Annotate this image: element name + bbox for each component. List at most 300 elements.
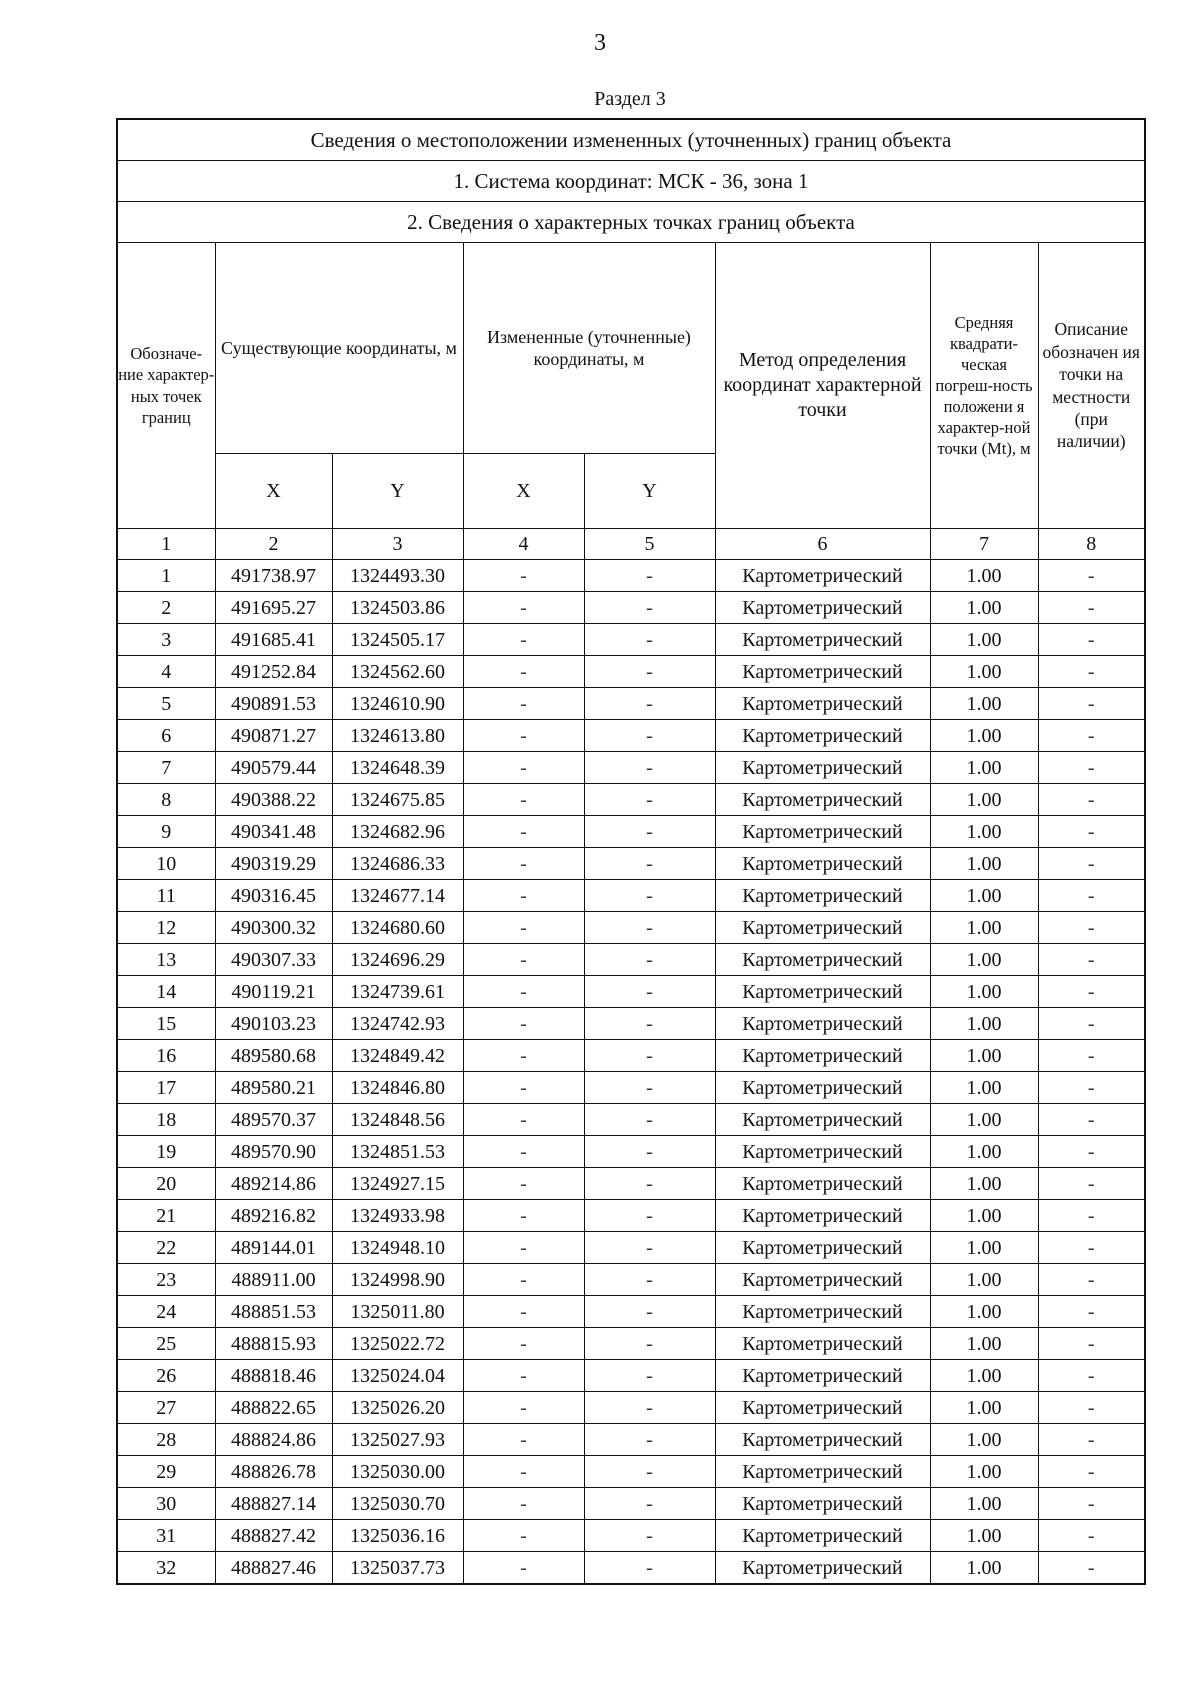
point-number: 10	[117, 848, 215, 880]
changed-x: -	[463, 688, 584, 720]
error-mt: 1.00	[930, 1136, 1038, 1168]
header-designation: Обозначе-ние характер-ных точек границ	[117, 243, 215, 529]
changed-y: -	[584, 880, 715, 912]
point-description: -	[1038, 1328, 1145, 1360]
error-mt: 1.00	[930, 1552, 1038, 1585]
existing-y: 1324505.17	[332, 624, 463, 656]
column-number: 8	[1038, 529, 1145, 560]
point-description: -	[1038, 912, 1145, 944]
error-mt: 1.00	[930, 912, 1038, 944]
point-number: 6	[117, 720, 215, 752]
changed-x: -	[463, 880, 584, 912]
existing-x: 489570.37	[215, 1104, 332, 1136]
header-existing-y: Y	[332, 454, 463, 529]
header-changed-coords: Измененные (уточненные) координаты, м	[463, 243, 715, 454]
existing-y: 1324648.39	[332, 752, 463, 784]
point-number: 1	[117, 560, 215, 592]
point-number: 8	[117, 784, 215, 816]
point-description: -	[1038, 1072, 1145, 1104]
changed-y: -	[584, 1392, 715, 1424]
error-mt: 1.00	[930, 1008, 1038, 1040]
changed-y: -	[584, 944, 715, 976]
method: Картометрический	[715, 1200, 930, 1232]
changed-x: -	[463, 720, 584, 752]
point-description: -	[1038, 1552, 1145, 1585]
existing-y: 1325022.72	[332, 1328, 463, 1360]
existing-x: 490891.53	[215, 688, 332, 720]
changed-y: -	[584, 624, 715, 656]
changed-x: -	[463, 1424, 584, 1456]
table-row	[117, 880, 1145, 912]
column-number: 1	[117, 529, 215, 560]
method: Картометрический	[715, 1488, 930, 1520]
table-row	[117, 560, 1145, 592]
existing-x: 491252.84	[215, 656, 332, 688]
error-mt: 1.00	[930, 656, 1038, 688]
error-mt: 1.00	[930, 1104, 1038, 1136]
existing-x: 489580.68	[215, 1040, 332, 1072]
existing-x: 489214.86	[215, 1168, 332, 1200]
method: Картометрический	[715, 1328, 930, 1360]
existing-y: 1324677.14	[332, 880, 463, 912]
existing-y: 1325030.70	[332, 1488, 463, 1520]
existing-x: 490579.44	[215, 752, 332, 784]
changed-x: -	[463, 1168, 584, 1200]
table-row	[117, 1424, 1145, 1456]
changed-x: -	[463, 624, 584, 656]
existing-y: 1324493.30	[332, 560, 463, 592]
coordinate-system: 1. Система координат: МСК - 36, зона 1	[117, 161, 1145, 202]
table-row	[117, 592, 1145, 624]
existing-x: 489144.01	[215, 1232, 332, 1264]
header-description: Описание обозначен ия точки на местности (при наличии)	[1038, 243, 1145, 529]
point-description: -	[1038, 1520, 1145, 1552]
method: Картометрический	[715, 1552, 930, 1585]
error-mt: 1.00	[930, 848, 1038, 880]
changed-y: -	[584, 1296, 715, 1328]
point-number: 2	[117, 592, 215, 624]
changed-x: -	[463, 1040, 584, 1072]
point-number: 13	[117, 944, 215, 976]
table-row	[117, 1360, 1145, 1392]
column-number: 4	[463, 529, 584, 560]
table-row	[117, 752, 1145, 784]
changed-y: -	[584, 1136, 715, 1168]
point-number: 22	[117, 1232, 215, 1264]
point-number: 32	[117, 1552, 215, 1585]
table-row	[117, 1104, 1145, 1136]
changed-x: -	[463, 1456, 584, 1488]
method: Картометрический	[715, 880, 930, 912]
error-mt: 1.00	[930, 1328, 1038, 1360]
method: Картометрический	[715, 944, 930, 976]
point-number: 18	[117, 1104, 215, 1136]
table-row	[117, 1456, 1145, 1488]
table-row	[117, 1520, 1145, 1552]
column-number: 2	[215, 529, 332, 560]
point-number: 31	[117, 1520, 215, 1552]
error-mt: 1.00	[930, 1264, 1038, 1296]
header-error: Средняя квадрати-ческая погреш-ность положени я характер-ной точки (Mt), м	[930, 243, 1038, 529]
point-number: 19	[117, 1136, 215, 1168]
table-row	[117, 816, 1145, 848]
point-number: 5	[117, 688, 215, 720]
point-number: 16	[117, 1040, 215, 1072]
existing-x: 491695.27	[215, 592, 332, 624]
table-row	[117, 1328, 1145, 1360]
point-description: -	[1038, 1200, 1145, 1232]
table-row	[117, 1168, 1145, 1200]
table-row	[117, 848, 1145, 880]
point-description: -	[1038, 592, 1145, 624]
table-row	[117, 1008, 1145, 1040]
existing-x: 488815.93	[215, 1328, 332, 1360]
existing-x: 488827.42	[215, 1520, 332, 1552]
existing-y: 1325037.73	[332, 1552, 463, 1585]
changed-x: -	[463, 848, 584, 880]
changed-y: -	[584, 592, 715, 624]
point-description: -	[1038, 1104, 1145, 1136]
column-number: 7	[930, 529, 1038, 560]
method: Картометрический	[715, 1424, 930, 1456]
point-number: 7	[117, 752, 215, 784]
method: Картометрический	[715, 1360, 930, 1392]
changed-x: -	[463, 656, 584, 688]
point-description: -	[1038, 816, 1145, 848]
changed-y: -	[584, 1168, 715, 1200]
existing-y: 1324696.29	[332, 944, 463, 976]
point-number: 28	[117, 1424, 215, 1456]
point-description: -	[1038, 848, 1145, 880]
error-mt: 1.00	[930, 624, 1038, 656]
table-row	[117, 1296, 1145, 1328]
changed-y: -	[584, 560, 715, 592]
existing-x: 490388.22	[215, 784, 332, 816]
changed-x: -	[463, 1200, 584, 1232]
existing-y: 1325027.93	[332, 1424, 463, 1456]
point-description: -	[1038, 944, 1145, 976]
existing-y: 1324739.61	[332, 976, 463, 1008]
method: Картометрический	[715, 592, 930, 624]
point-description: -	[1038, 784, 1145, 816]
point-description: -	[1038, 1360, 1145, 1392]
point-description: -	[1038, 560, 1145, 592]
table-row	[117, 1040, 1145, 1072]
table-row	[117, 1552, 1145, 1585]
point-number: 21	[117, 1200, 215, 1232]
existing-y: 1325024.04	[332, 1360, 463, 1392]
error-mt: 1.00	[930, 1392, 1038, 1424]
method: Картометрический	[715, 1104, 930, 1136]
changed-y: -	[584, 1424, 715, 1456]
point-description: -	[1038, 1392, 1145, 1424]
error-mt: 1.00	[930, 1488, 1038, 1520]
method: Картометрический	[715, 752, 930, 784]
changed-y: -	[584, 1072, 715, 1104]
error-mt: 1.00	[930, 1360, 1038, 1392]
point-number: 25	[117, 1328, 215, 1360]
point-description: -	[1038, 1296, 1145, 1328]
point-number: 29	[117, 1456, 215, 1488]
table-row	[117, 1136, 1145, 1168]
point-number: 24	[117, 1296, 215, 1328]
changed-y: -	[584, 1360, 715, 1392]
existing-y: 1324610.90	[332, 688, 463, 720]
changed-x: -	[463, 1552, 584, 1585]
point-number: 30	[117, 1488, 215, 1520]
error-mt: 1.00	[930, 1520, 1038, 1552]
existing-x: 490871.27	[215, 720, 332, 752]
table-row	[117, 1488, 1145, 1520]
method: Картометрический	[715, 1392, 930, 1424]
changed-y: -	[584, 1200, 715, 1232]
existing-x: 488911.00	[215, 1264, 332, 1296]
error-mt: 1.00	[930, 816, 1038, 848]
error-mt: 1.00	[930, 1040, 1038, 1072]
existing-x: 488827.46	[215, 1552, 332, 1585]
existing-y: 1324848.56	[332, 1104, 463, 1136]
point-description: -	[1038, 752, 1145, 784]
existing-y: 1325030.00	[332, 1456, 463, 1488]
changed-y: -	[584, 1040, 715, 1072]
point-number: 4	[117, 656, 215, 688]
existing-x: 488827.14	[215, 1488, 332, 1520]
error-mt: 1.00	[930, 560, 1038, 592]
method: Картометрический	[715, 1456, 930, 1488]
point-number: 14	[117, 976, 215, 1008]
changed-y: -	[584, 1456, 715, 1488]
changed-x: -	[463, 1264, 584, 1296]
existing-x: 488818.46	[215, 1360, 332, 1392]
error-mt: 1.00	[930, 688, 1038, 720]
point-description: -	[1038, 1168, 1145, 1200]
method: Картометрический	[715, 1072, 930, 1104]
changed-y: -	[584, 976, 715, 1008]
changed-x: -	[463, 816, 584, 848]
existing-y: 1324998.90	[332, 1264, 463, 1296]
header-changed-x: X	[463, 454, 584, 529]
error-mt: 1.00	[930, 752, 1038, 784]
existing-x: 490319.29	[215, 848, 332, 880]
existing-y: 1325036.16	[332, 1520, 463, 1552]
point-description: -	[1038, 1232, 1145, 1264]
table-row	[117, 656, 1145, 688]
changed-x: -	[463, 560, 584, 592]
error-mt: 1.00	[930, 592, 1038, 624]
existing-x: 490103.23	[215, 1008, 332, 1040]
error-mt: 1.00	[930, 1424, 1038, 1456]
existing-y: 1324742.93	[332, 1008, 463, 1040]
method: Картометрический	[715, 912, 930, 944]
changed-y: -	[584, 848, 715, 880]
error-mt: 1.00	[930, 720, 1038, 752]
changed-x: -	[463, 976, 584, 1008]
changed-y: -	[584, 816, 715, 848]
changed-y: -	[584, 1520, 715, 1552]
changed-x: -	[463, 1136, 584, 1168]
method: Картометрический	[715, 720, 930, 752]
table-row	[117, 1264, 1145, 1296]
point-number: 20	[117, 1168, 215, 1200]
method: Картометрический	[715, 1520, 930, 1552]
method: Картометрический	[715, 656, 930, 688]
column-number: 3	[332, 529, 463, 560]
changed-y: -	[584, 688, 715, 720]
existing-x: 489580.21	[215, 1072, 332, 1104]
table-row	[117, 944, 1145, 976]
changed-y: -	[584, 1552, 715, 1585]
boundary-points-table	[116, 118, 1146, 1585]
existing-y: 1324851.53	[332, 1136, 463, 1168]
changed-x: -	[463, 1520, 584, 1552]
table-row	[117, 1232, 1145, 1264]
changed-y: -	[584, 1264, 715, 1296]
point-number: 3	[117, 624, 215, 656]
header-method: Метод определения координат характерной точки	[715, 243, 930, 529]
changed-y: -	[584, 1232, 715, 1264]
existing-x: 490119.21	[215, 976, 332, 1008]
changed-y: -	[584, 752, 715, 784]
method: Картометрический	[715, 976, 930, 1008]
point-description: -	[1038, 624, 1145, 656]
existing-x: 488822.65	[215, 1392, 332, 1424]
existing-x: 489570.90	[215, 1136, 332, 1168]
changed-x: -	[463, 592, 584, 624]
existing-y: 1324849.42	[332, 1040, 463, 1072]
point-description: -	[1038, 1264, 1145, 1296]
existing-y: 1324933.98	[332, 1200, 463, 1232]
table-row	[117, 1392, 1145, 1424]
changed-y: -	[584, 912, 715, 944]
existing-x: 489216.82	[215, 1200, 332, 1232]
point-description: -	[1038, 1040, 1145, 1072]
existing-y: 1324686.33	[332, 848, 463, 880]
changed-x: -	[463, 784, 584, 816]
existing-y: 1325011.80	[332, 1296, 463, 1328]
method: Картометрический	[715, 1008, 930, 1040]
method: Картометрический	[715, 784, 930, 816]
changed-y: -	[584, 1008, 715, 1040]
method: Картометрический	[715, 1168, 930, 1200]
point-description: -	[1038, 720, 1145, 752]
error-mt: 1.00	[930, 784, 1038, 816]
point-description: -	[1038, 1424, 1145, 1456]
column-number: 5	[584, 529, 715, 560]
method: Картометрический	[715, 848, 930, 880]
changed-x: -	[463, 752, 584, 784]
points-heading: 2. Сведения о характерных точках границ объекта	[117, 202, 1145, 243]
method: Картометрический	[715, 1136, 930, 1168]
changed-x: -	[463, 1360, 584, 1392]
method: Картометрический	[715, 1264, 930, 1296]
table-row	[117, 976, 1145, 1008]
column-number: 6	[715, 529, 930, 560]
existing-x: 488851.53	[215, 1296, 332, 1328]
error-mt: 1.00	[930, 1456, 1038, 1488]
changed-x: -	[463, 1328, 584, 1360]
point-description: -	[1038, 1456, 1145, 1488]
existing-y: 1324503.86	[332, 592, 463, 624]
changed-x: -	[463, 1008, 584, 1040]
changed-x: -	[463, 1296, 584, 1328]
method: Картометрический	[715, 816, 930, 848]
point-description: -	[1038, 656, 1145, 688]
existing-x: 490316.45	[215, 880, 332, 912]
error-mt: 1.00	[930, 976, 1038, 1008]
point-number: 12	[117, 912, 215, 944]
changed-y: -	[584, 720, 715, 752]
existing-x: 491685.41	[215, 624, 332, 656]
table-row	[117, 1072, 1145, 1104]
table-row	[117, 1200, 1145, 1232]
existing-y: 1324948.10	[332, 1232, 463, 1264]
point-description: -	[1038, 880, 1145, 912]
table-row	[117, 720, 1145, 752]
changed-y: -	[584, 1488, 715, 1520]
table-row	[117, 688, 1145, 720]
point-description: -	[1038, 688, 1145, 720]
existing-y: 1324613.80	[332, 720, 463, 752]
existing-x: 490300.32	[215, 912, 332, 944]
existing-y: 1324927.15	[332, 1168, 463, 1200]
error-mt: 1.00	[930, 880, 1038, 912]
existing-x: 490341.48	[215, 816, 332, 848]
point-number: 9	[117, 816, 215, 848]
existing-x: 488824.86	[215, 1424, 332, 1456]
column-number-row	[117, 529, 1145, 560]
error-mt: 1.00	[930, 1072, 1038, 1104]
changed-x: -	[463, 944, 584, 976]
point-description: -	[1038, 1136, 1145, 1168]
changed-y: -	[584, 1104, 715, 1136]
changed-x: -	[463, 1488, 584, 1520]
table-title: Сведения о местоположении измененных (уточненных) границ объекта	[117, 119, 1145, 161]
method: Картометрический	[715, 624, 930, 656]
point-number: 23	[117, 1264, 215, 1296]
changed-x: -	[463, 1104, 584, 1136]
method: Картометрический	[715, 1232, 930, 1264]
section-label: Раздел 3	[594, 88, 666, 110]
error-mt: 1.00	[930, 944, 1038, 976]
changed-x: -	[463, 1392, 584, 1424]
changed-y: -	[584, 656, 715, 688]
point-description: -	[1038, 1008, 1145, 1040]
existing-x: 488826.78	[215, 1456, 332, 1488]
existing-y: 1324562.60	[332, 656, 463, 688]
existing-y: 1325026.20	[332, 1392, 463, 1424]
existing-y: 1324682.96	[332, 816, 463, 848]
header-existing-coords: Существующие координаты, м	[215, 243, 463, 454]
point-number: 26	[117, 1360, 215, 1392]
existing-y: 1324846.80	[332, 1072, 463, 1104]
point-number: 11	[117, 880, 215, 912]
header-changed-y: Y	[584, 454, 715, 529]
changed-x: -	[463, 912, 584, 944]
table-row	[117, 624, 1145, 656]
existing-y: 1324680.60	[332, 912, 463, 944]
method: Картометрический	[715, 560, 930, 592]
point-number: 17	[117, 1072, 215, 1104]
point-number: 27	[117, 1392, 215, 1424]
method: Картометрический	[715, 1296, 930, 1328]
table-row	[117, 784, 1145, 816]
existing-x: 491738.97	[215, 560, 332, 592]
changed-x: -	[463, 1232, 584, 1264]
error-mt: 1.00	[930, 1200, 1038, 1232]
point-description: -	[1038, 1488, 1145, 1520]
point-description: -	[1038, 976, 1145, 1008]
point-number: 15	[117, 1008, 215, 1040]
